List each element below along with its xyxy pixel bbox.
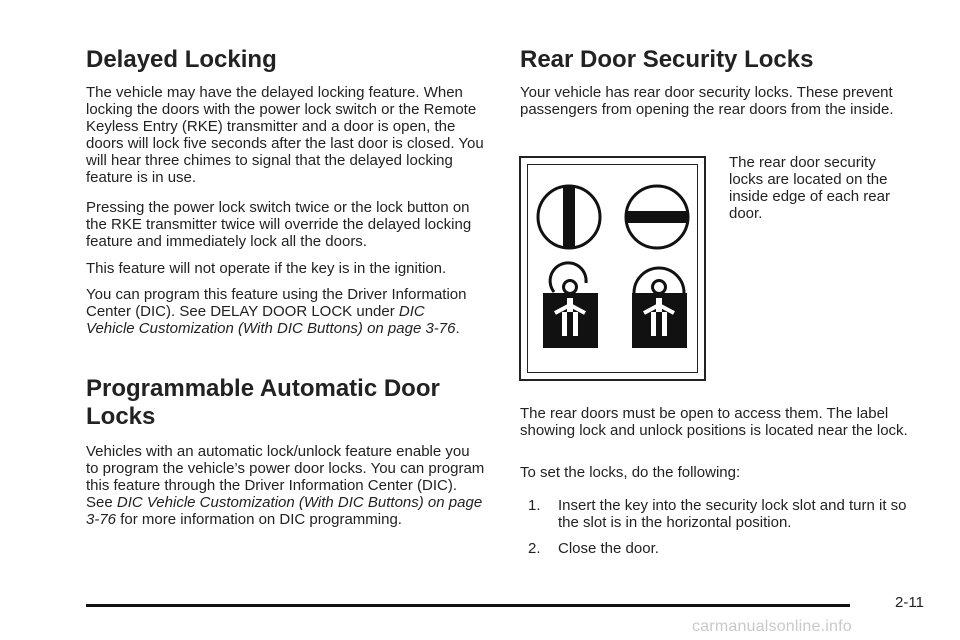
delayed-locking-paragraph-3: This feature will not operate if the key is in the ignition.: [86, 260, 447, 277]
programmable-locks-heading-line-1: Programmable Automatic Door: [86, 375, 440, 402]
step-2-number: 2.: [528, 540, 541, 557]
p4-cross-reference: DIC Vehicle Customization (With DIC Buttons) on page 3-76: [86, 303, 456, 337]
step-1-number: 1.: [528, 497, 541, 514]
figure-inner-frame: [527, 164, 698, 373]
delayed-locking-paragraph-1: The vehicle may have the delayed locking feature. When locking the doors with the power lock switch or the Remote Keyless Entry (RKE) transmitter and a door is open, the doors will lock five seconds after the last door is closed. You will hear three chimes to signal that the delayed locking feature is in use.: [86, 84, 484, 186]
delayed-locking-paragraph-4: [86, 286, 476, 337]
footer-rule: [86, 604, 850, 607]
child-unlocked-icon: [543, 263, 598, 348]
page-number: 2-11: [895, 594, 924, 611]
step-1-text: Insert the key into the security lock slot and turn it so the slot is in the horizontal position.: [558, 497, 907, 531]
rear-door-intro-paragraph: Your vehicle has rear door security locks. These prevent passengers from opening the rear doors from the inside.: [520, 84, 894, 118]
child-locked-icon: [632, 268, 687, 348]
lock-label-svg: [528, 165, 699, 374]
prog-p1-end: for more information on DIC programming.: [116, 511, 402, 528]
prog-p1-cross-reference: DIC Vehicle Customization (With DIC Buttons) on page 3-76: [86, 494, 483, 528]
watermark-text: carmanualsonline.info: [692, 618, 852, 635]
p4-text: You can program this feature using the Driver Information Center (DIC). See DELAY DOOR LOCK under: [86, 286, 467, 320]
access-paragraph: The rear doors must be open to access them. The label showing lock and unlock positions is located near the lock.: [520, 405, 908, 439]
rear-door-security-heading: Rear Door Security Locks: [520, 46, 814, 73]
vertical-slot-icon: [538, 185, 600, 249]
programmable-locks-heading-line-2: Locks: [86, 403, 156, 430]
delayed-locking-heading: Delayed Locking: [86, 46, 277, 73]
delayed-locking-paragraph-2: Pressing the power lock switch twice or the lock button on the RKE transmitter twice will override the delayed locking feature and immediately lock all the doors.: [86, 199, 472, 250]
prog-p1-text: Vehicles with an automatic lock/unlock feature enable you to program the vehicle’s power door locks. You can program this feature through the Driver Information Center (DIC). See: [86, 443, 485, 511]
programmable-locks-paragraph: [86, 443, 486, 528]
p4-end: .: [455, 320, 460, 337]
step-2-text: Close the door.: [558, 540, 659, 557]
figure-caption: The rear door security locks are located on the inside edge of each rear door.: [729, 154, 890, 222]
horizontal-slot-icon: [625, 186, 689, 248]
security-lock-label-figure: [519, 156, 706, 381]
steps-intro-paragraph: To set the locks, do the following:: [520, 464, 741, 481]
